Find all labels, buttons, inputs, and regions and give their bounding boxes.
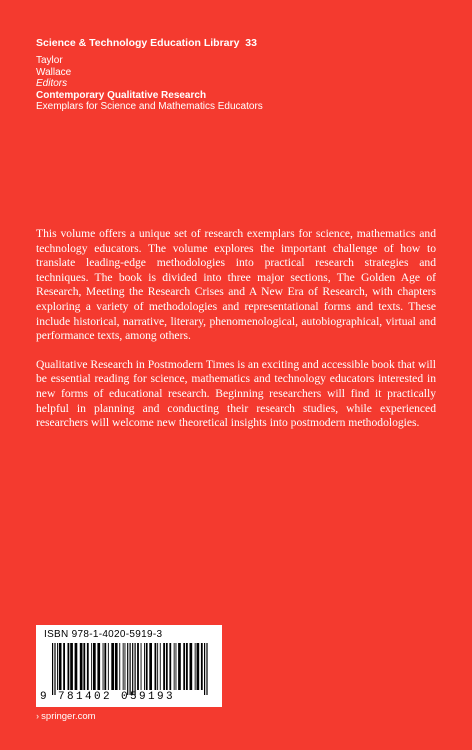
- book-title: Contemporary Qualitative Research: [36, 89, 207, 101]
- barcode-bar: [141, 643, 142, 690]
- barcode-bar: [54, 643, 55, 695]
- barcode-bar: [111, 643, 114, 690]
- barcode-bar: [132, 643, 133, 695]
- barcode-bar: [195, 643, 196, 690]
- barcode-bar: [104, 643, 106, 690]
- isbn-label: ISBN 978-1-4020-5919-3: [44, 629, 163, 640]
- series-line: [36, 37, 257, 49]
- barcode-bar: [183, 643, 185, 690]
- barcode-bar: [108, 643, 109, 690]
- barcode-bar: [204, 643, 205, 695]
- barcode-bar: [155, 643, 157, 690]
- isbn-barcode: [36, 625, 222, 707]
- editors-label: Editors: [36, 78, 68, 89]
- barcode-bar: [80, 643, 83, 690]
- barcode-bar: [169, 643, 171, 690]
- barcode-bar: [75, 643, 78, 690]
- barcode-bar: [186, 643, 188, 690]
- publisher-url[interactable]: springer.com: [41, 711, 96, 722]
- barcode-bar: [52, 643, 53, 695]
- barcode-bar: [115, 643, 118, 690]
- chevron-right-icon: ›: [36, 711, 40, 722]
- editor-name: Taylor: [36, 55, 63, 66]
- barcode-bar: [125, 643, 126, 690]
- publisher-footer: [36, 711, 96, 722]
- barcode-bar: [123, 643, 124, 690]
- barcode-bar: [201, 643, 203, 690]
- barcode-bar: [87, 643, 89, 690]
- barcode-bar: [130, 643, 131, 695]
- book-subtitle: Exemplars for Science and Mathematics Educators: [36, 101, 263, 112]
- barcode-digits: 9 781402 059193: [40, 691, 176, 703]
- barcode-bar: [63, 643, 65, 690]
- barcode-bar: [178, 643, 181, 690]
- barcode-bar: [174, 643, 175, 690]
- barcode-bar: [163, 643, 165, 690]
- series-volume: 33: [245, 37, 257, 49]
- barcode-bar: [146, 643, 148, 690]
- barcode-bar: [70, 643, 73, 690]
- barcode-bar: [59, 643, 62, 690]
- editor-name: Wallace: [36, 66, 72, 78]
- barcode-bar: [135, 643, 136, 695]
- barcode-bar: [57, 643, 58, 690]
- barcode-bar: [157, 643, 158, 690]
- description-paragraph: Qualitative Research in Postmodern Times is an exciting and accessible book that will be essential reading for science, mathematics and technology educators interested in new forms of educational research. Beginning researchers will find it practically helpful in planning and conducting their research studies, while experienced researchers will welcome new theoretical insights into postmodern methodologies.: [36, 357, 436, 430]
- barcode-bar: [91, 643, 92, 690]
- barcode-bar: [83, 643, 85, 690]
- barcode-bar: [127, 643, 128, 695]
- book-description: [36, 227, 436, 445]
- barcode-bar: [93, 643, 96, 690]
- barcode-bar: [206, 643, 207, 695]
- barcode-bar: [149, 643, 152, 690]
- barcode-bar: [160, 643, 161, 690]
- description-paragraph: This volume offers a unique set of research exemplars for science, mathematics and technology educators. The volume explores the important challenge of how to translate leading-edge methodologies into practical research strategies and techniques. The book is divided into three major sections, The Golden Age of Research, Meeting the Research Crises and A New Era of Research, with chapters exploring a variety of methodologies and representational forms and texts. These include historical, narrative, literary, phenomenological, autobiographical, virtual and performance texts, among others.: [36, 227, 436, 343]
- barcode-bar: [137, 643, 139, 690]
- barcode-bar: [176, 643, 177, 690]
- barcode-bar: [97, 643, 100, 690]
- barcode-bar: [190, 643, 193, 690]
- barcode-bar: [103, 643, 104, 690]
- barcode-bar: [166, 643, 168, 690]
- book-meta: [36, 55, 263, 113]
- series-title: Science & Technology Education Library: [36, 37, 240, 49]
- barcode-bar: [119, 643, 120, 690]
- barcode-bar: [68, 643, 70, 690]
- barcode-bar: [197, 643, 200, 690]
- barcode-bar: [144, 643, 145, 690]
